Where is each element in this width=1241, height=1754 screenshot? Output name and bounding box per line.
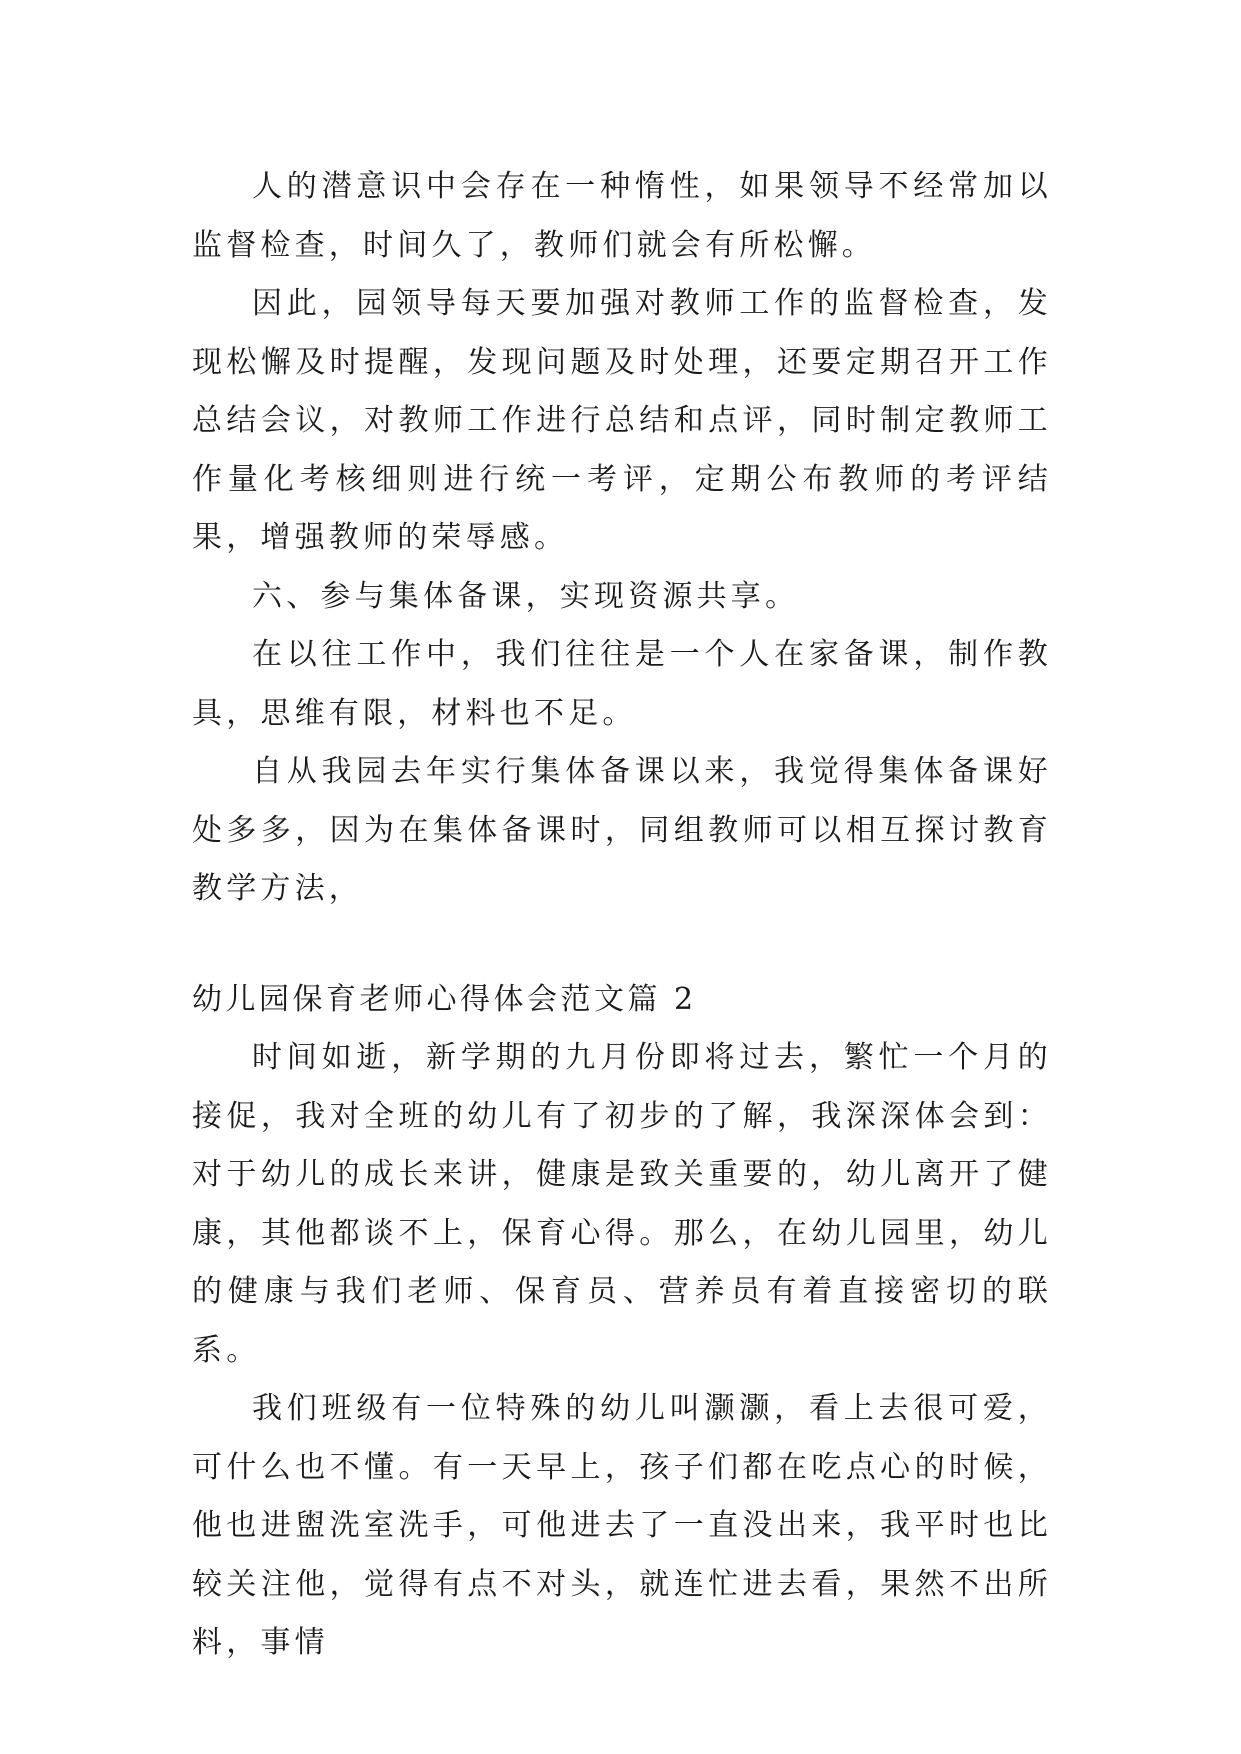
paragraph-lazy-supervision: 人的潜意识中会存在一种惰性，如果领导不经常加以监督检查，时间久了，教师们就会有所松懈。	[192, 169, 1052, 263]
paragraph-special-child: 我们班级有一位特殊的幼儿叫灏灏，看上去很可爱，可什么也不懂。有一天早上，孩子们都在吃点心的时候，他也进盥洗室洗手，可他进去了一直没出来，我平时也比较关注他，觉得有点不对头，就连忙进去看，果然不出所料，事情	[192, 1391, 1052, 1660]
paragraph-new-semester: 时间如逝，新学期的九月份即将过去，繁忙一个月的接促，我对全班的幼儿有了初步的了解，我深深体会到：对于幼儿的成长来讲，健康是致关重要的，幼儿离开了健康，其他都谈不上，保育心得。那么，在幼儿园里，幼儿的健康与我们老师、保育员、营养员有着直接密切的联系。	[192, 1040, 1052, 1368]
section-heading: 幼儿园保育老师心得体会范文篇 2	[192, 981, 697, 1017]
paragraph-section-six-title: 六、参与集体备课，实现资源共享。	[252, 578, 800, 614]
document-page	[192, 158, 1052, 1673]
paragraph-collective-preparation: 自从我园去年实行集体备课以来，我觉得集体备课好处多多，因为在集体备课时，同组教师可以相互探讨教育教学方法，	[192, 754, 1052, 906]
paragraph-past-preparation: 在以往工作中，我们往往是一个人在家备课，制作教具，思维有限，材料也不足。	[192, 637, 1052, 731]
paragraph-strengthen-supervision: 因此，园领导每天要加强对教师工作的监督检查，发现松懈及时提醒，发现问题及时处理，还要定期召开工作总结会议，对教师工作进行总结和点评，同时制定教师工作量化考核细则进行统一考评，定期公布教师的考评结果，增强教师的荣辱感。	[192, 286, 1052, 555]
